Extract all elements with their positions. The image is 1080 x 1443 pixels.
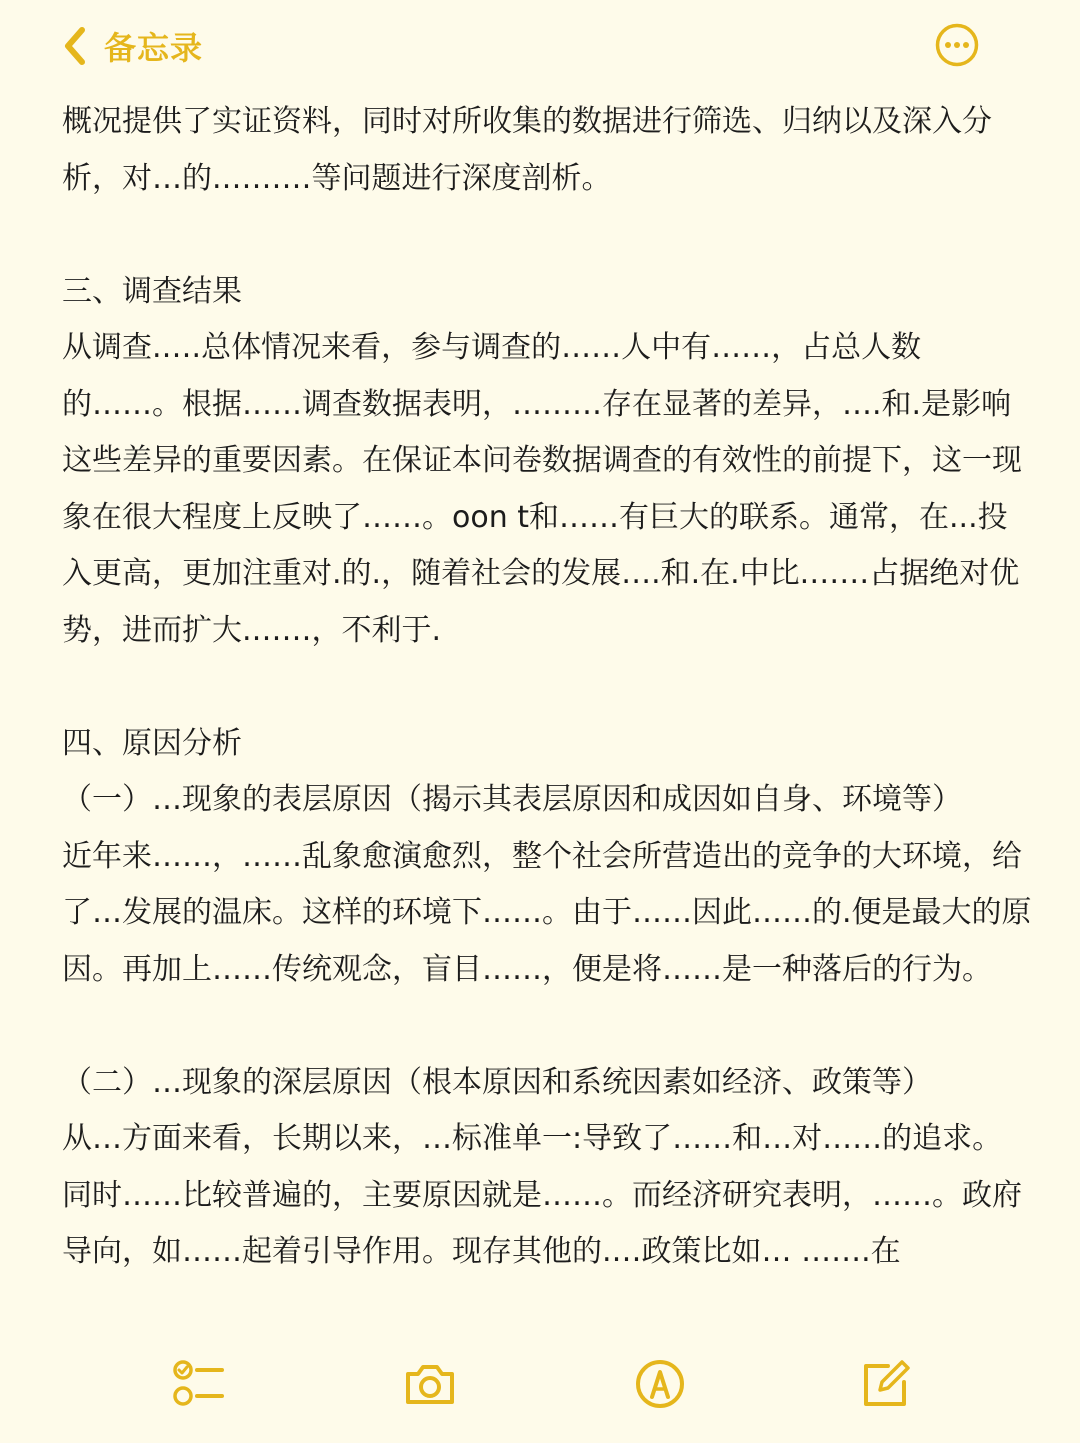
note-paragraph: 从调查.….总体情况来看，参与调查的……人中有……，占总人数的……。根据……调查数据表明，………存在显著的差异，….和.是影响这些差异的重要因素。在保证本问卷数据调查的有效性的前提下，这一现象在很大程度上反映了……。oon t和……有巨大的联系。通常，在...投入更高，更加注重对.的.，随着社会的发展….和.在.中比.……占据绝对优势，进而扩大.……，不利于. bbox=[62, 330, 1022, 648]
section-heading: 三、调查结果 bbox=[62, 273, 242, 309]
chevron-left-icon bbox=[60, 26, 90, 66]
checklist-button[interactable] bbox=[170, 1356, 226, 1412]
section-heading: 四、原因分析 bbox=[62, 725, 242, 761]
subsection-heading: （一）…现象的表层原因（揭示其表层原因和成因如自身、环境等） bbox=[62, 782, 962, 817]
ellipsis-circle-icon bbox=[934, 22, 980, 68]
subsection-heading: （二）…现象的深层原因（根本原因和系统因素如经济、政策等） bbox=[62, 1064, 932, 1100]
checklist-icon bbox=[170, 1356, 226, 1412]
blank-line bbox=[62, 998, 1032, 1055]
camera-icon bbox=[402, 1356, 458, 1412]
markup-button[interactable] bbox=[632, 1356, 688, 1412]
compose-button[interactable] bbox=[858, 1356, 914, 1412]
blank-line bbox=[62, 659, 1032, 716]
camera-button[interactable] bbox=[402, 1356, 458, 1412]
blank-line bbox=[62, 207, 1032, 264]
note-paragraph-intro: 概况提供了实证资料，同时对所收集的数据进行筛选、归纳以及深入分析，对…的.………等问题进行深度剖析。 bbox=[62, 104, 992, 196]
compose-icon bbox=[858, 1356, 914, 1412]
markup-pen-icon bbox=[632, 1356, 688, 1412]
more-options-button[interactable] bbox=[934, 22, 980, 68]
back-label: 备忘录 bbox=[104, 29, 204, 67]
note-paragraph: 近年来……，……乱象愈演愈烈，整个社会所营造出的竞争的大环境，给了…发展的温床。这样的环境下……。由于……因此……的.便是最大的原因。再加上……传统观念，盲目……，便是将……是一种落后的行为。 bbox=[62, 838, 1032, 987]
bottom-toolbar bbox=[0, 1340, 1080, 1443]
note-paragraph: 从…方面来看，长期以来，…标准单一:导致了……和…对……的追求。同时……比较普遍的，主要原因就是……。而经济研究表明，……。政府导向，如……起着引导作用。现存其他的.…政策比如… …….在 bbox=[62, 1121, 1022, 1269]
note-body[interactable] bbox=[62, 94, 1032, 1281]
navigation-bar bbox=[0, 0, 1080, 92]
back-button[interactable] bbox=[60, 24, 203, 68]
